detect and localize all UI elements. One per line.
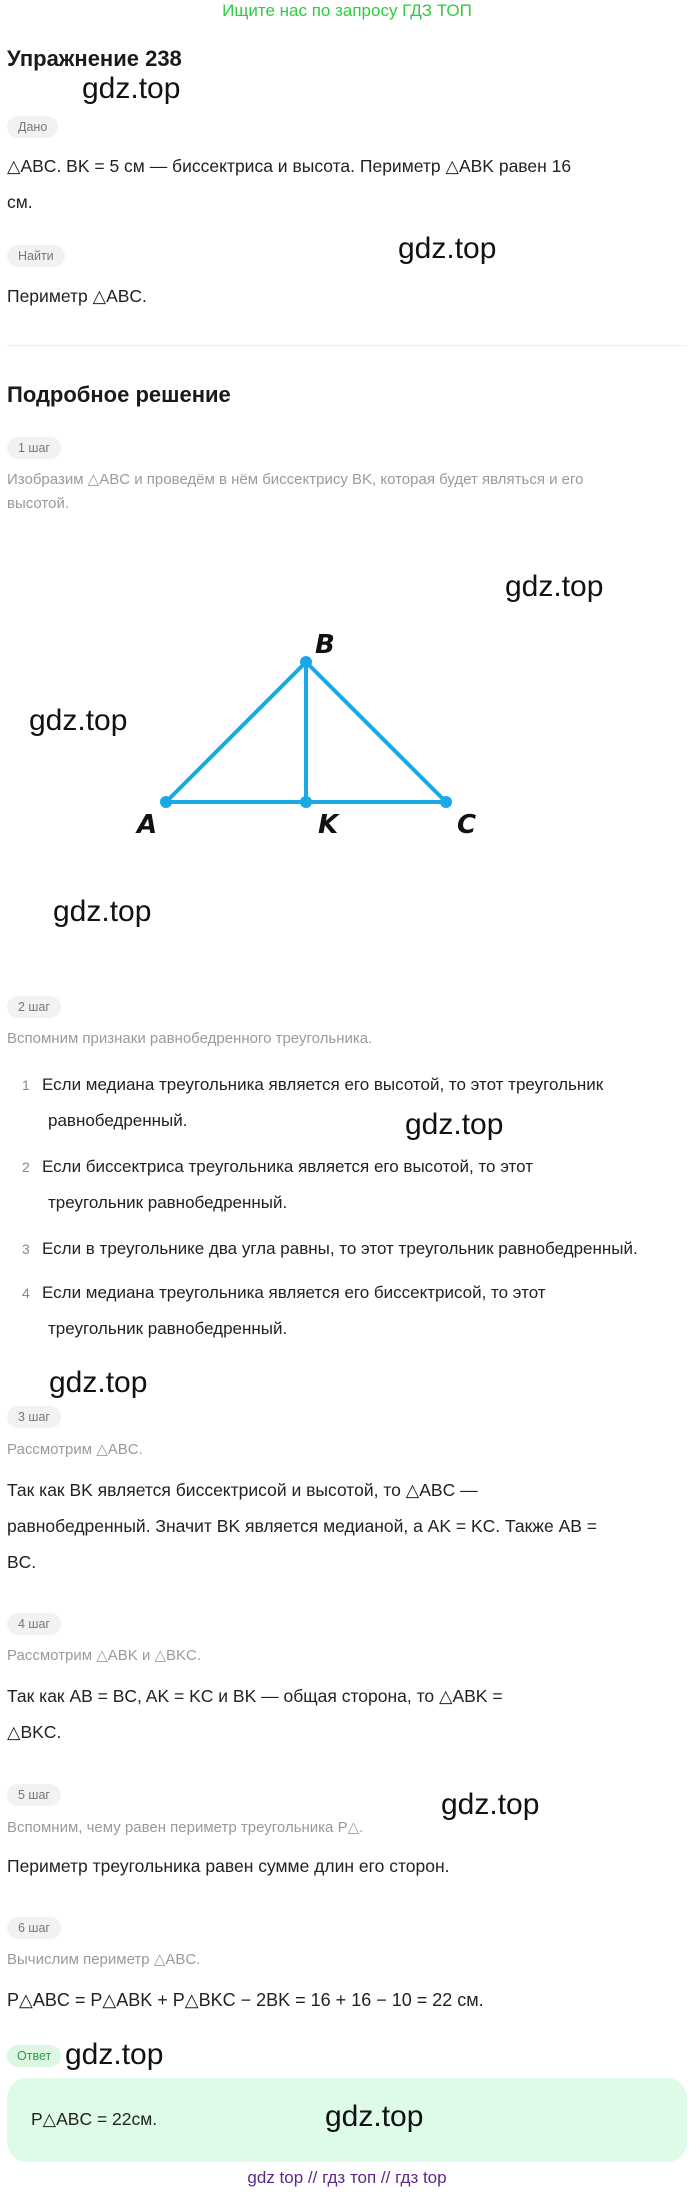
step-1-badge: 1 шаг (7, 437, 61, 459)
given-badge: Дано (7, 116, 58, 138)
given-line-2: см. (7, 192, 33, 212)
label-c: C (457, 810, 477, 840)
point-k (300, 796, 312, 808)
watermark: gdz.top (505, 570, 604, 603)
watermark: gdz.top (29, 704, 128, 737)
list-number: 3 (22, 1241, 30, 1257)
point-a (160, 796, 172, 808)
watermark: gdz.top (398, 232, 497, 265)
triangle-diagram (0, 620, 694, 850)
watermark: gdz.top (441, 1788, 540, 1821)
triangle-lines (166, 662, 446, 802)
find-badge: Найти (7, 245, 65, 267)
list-item (22, 1067, 692, 1103)
find-text: Периметр △ABC. (7, 286, 147, 306)
answer-text: P△ABC = 22см. (31, 2109, 158, 2129)
list-text: Если медиана треугольника является его биссектрисой, то этот (42, 1283, 546, 1302)
step-1-hint-line-1: Изобразим △ABC и проведём в нём биссектрису BK, которая будет являться и его (7, 471, 584, 488)
step-2-hint: Вспомним признаки равнобедренного треугольника. (7, 1030, 373, 1047)
step-3-line-2: равнобедренный. Значит BK является медианой, а AK = KC. Также AB = (7, 1516, 598, 1536)
watermark: gdz.top (65, 2038, 164, 2071)
step-4-line-2: △BKC. (7, 1722, 62, 1742)
label-k: K (318, 810, 339, 840)
label-b: B (315, 630, 335, 660)
step-5-line-1: Периметр треугольника равен сумме длин его сторон. (7, 1856, 450, 1876)
list-text: Если медиана треугольника является его высотой, то этот треугольник (42, 1075, 604, 1094)
solution-title: Подробное решение (7, 382, 231, 407)
step-1-hint-line-2: высотой. (7, 495, 70, 512)
list-item (22, 1149, 692, 1185)
step-5-badge: 5 шаг (7, 1784, 61, 1806)
step-4-badge: 4 шаг (7, 1613, 61, 1635)
watermark: gdz.top (82, 72, 181, 105)
watermark: gdz.top (325, 2100, 424, 2133)
step-3-badge: 3 шаг (7, 1406, 61, 1428)
list-number: 2 (22, 1159, 30, 1175)
label-a: A (137, 810, 158, 840)
step-5-hint: Вспомним, чему равен периметр треугольника P△. (7, 1819, 364, 1836)
point-b (300, 656, 312, 668)
given-line-1: △ABC. BK = 5 см — биссектриса и высота. Периметр △ABK равен 16 (7, 156, 572, 176)
step-6-line-1: P△ABC = P△ABK + P△BKC − 2BK = 16 + 16 − 10 = 22 см. (7, 1990, 484, 2010)
step-3-hint: Рассмотрим △ABC. (7, 1441, 143, 1458)
watermark: gdz.top (49, 1366, 148, 1399)
watermark: gdz.top (405, 1108, 504, 1141)
list-number: 1 (22, 1077, 30, 1093)
list-item-cont: равнобедренный. (48, 1111, 188, 1130)
step-4-hint: Рассмотрим △ABK и △BKC. (7, 1647, 202, 1664)
step-6-badge: 6 шаг (7, 1917, 61, 1939)
list-item-cont: треугольник равнобедренный. (48, 1319, 288, 1338)
list-text: Если в треугольнике два угла равны, то этот треугольник равнобедренный. (42, 1239, 638, 1258)
side-ab (166, 662, 306, 802)
list-item (22, 1275, 692, 1311)
step-2-badge: 2 шаг (7, 996, 61, 1018)
page-title: Упражнение 238 (7, 46, 182, 71)
search-banner[interactable]: Ищите нас по запросу ГДЗ ТОП (222, 1, 472, 20)
list-item (22, 1231, 692, 1267)
step-3-line-3: BC. (7, 1552, 37, 1572)
step-4-line-1: Так как AB = BC, AK = KC и BK — общая сторона, то △ABK = (7, 1686, 503, 1706)
step-6-hint: Вычислим периметр △ABC. (7, 1951, 201, 1968)
footer-links[interactable]: gdz top // гдз топ // гдз top (247, 2168, 447, 2187)
list-number: 4 (22, 1285, 30, 1301)
list-text: Если биссектриса треугольника является его высотой, то этот (42, 1157, 533, 1176)
side-bc (306, 662, 446, 802)
point-c (440, 796, 452, 808)
list-item-cont: треугольник равнобедренный. (48, 1193, 288, 1212)
answer-badge: Ответ (7, 2045, 61, 2067)
divider (7, 345, 687, 346)
step-3-line-1: Так как BK является биссектрисой и высотой, то △ABC — (7, 1480, 478, 1500)
watermark: gdz.top (53, 895, 152, 928)
